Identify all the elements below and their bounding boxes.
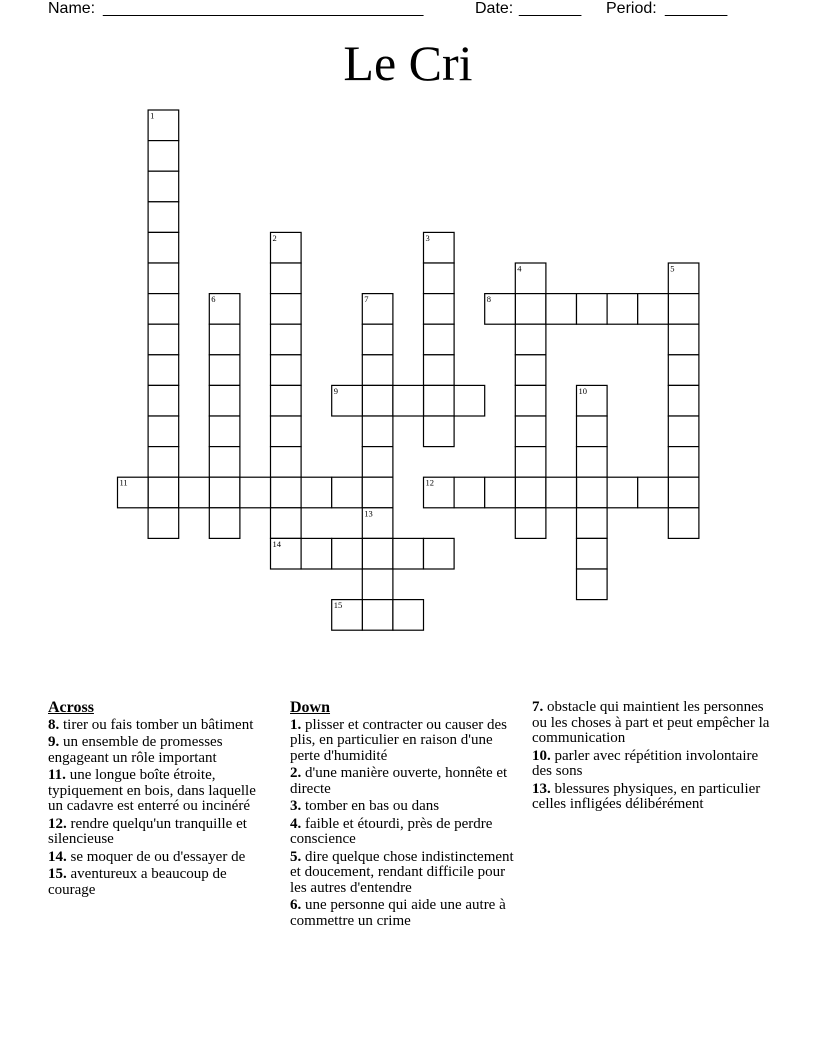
- clue-number: 1.: [290, 716, 302, 733]
- grid-cell[interactable]: [362, 324, 393, 355]
- grid-cell[interactable]: [668, 355, 699, 386]
- grid-cell[interactable]: [424, 324, 455, 355]
- down-clues: [290, 700, 524, 931]
- cell-number: 6: [211, 294, 216, 305]
- clue-item: [290, 799, 524, 815]
- grid-cell[interactable]: [424, 385, 455, 416]
- grid-cell[interactable]: [209, 324, 240, 355]
- clue-text: se moquer de ou d'essayer de: [66, 848, 246, 865]
- down-clues-continued: [532, 700, 772, 815]
- grid-cell[interactable]: [148, 477, 179, 508]
- name-field[interactable]: ____________________________________: [103, 0, 424, 17]
- grid-cell[interactable]: [546, 477, 577, 508]
- grid-cell[interactable]: [209, 385, 240, 416]
- grid-cell[interactable]: [424, 416, 455, 447]
- clue-item: [48, 768, 274, 815]
- grid-cell[interactable]: [209, 355, 240, 386]
- grid-cell[interactable]: [148, 355, 179, 386]
- clue-number: 13.: [532, 780, 551, 797]
- grid-cell[interactable]: [577, 569, 608, 600]
- cell-number: 9: [333, 385, 338, 396]
- cell-number: 1: [150, 110, 155, 121]
- date-field[interactable]: _______: [519, 0, 582, 17]
- grid-cell[interactable]: [240, 477, 271, 508]
- period-label: Period:: [606, 0, 657, 17]
- grid-cell[interactable]: [271, 477, 302, 508]
- grid-cell[interactable]: [577, 477, 608, 508]
- grid-cell[interactable]: [148, 263, 179, 294]
- grid-cell[interactable]: [668, 294, 699, 325]
- clue-text: tirer ou fais tomber un bâtiment: [59, 716, 254, 733]
- grid-cell[interactable]: [271, 263, 302, 294]
- grid-cell[interactable]: [301, 538, 332, 569]
- cell-number: 4: [517, 263, 522, 274]
- clue-item: [48, 850, 274, 866]
- grid-cell[interactable]: [515, 385, 546, 416]
- grid-cell[interactable]: [362, 416, 393, 447]
- cell-number: 3: [425, 232, 430, 243]
- grid-cell[interactable]: [515, 508, 546, 539]
- grid-cell[interactable]: [454, 385, 485, 416]
- clue-item: [290, 766, 524, 797]
- grid-cell[interactable]: [515, 477, 546, 508]
- clue-number: 4.: [290, 815, 302, 832]
- clue-number: 11.: [48, 767, 66, 783]
- clue-item: [48, 867, 274, 898]
- grid-cell[interactable]: [148, 447, 179, 478]
- grid-cell[interactable]: [271, 447, 302, 478]
- grid-cell[interactable]: [577, 508, 608, 539]
- grid-cell[interactable]: [148, 508, 179, 539]
- grid-cell[interactable]: [148, 385, 179, 416]
- clue-number: 7.: [532, 699, 544, 715]
- clue-number: 9.: [48, 734, 60, 750]
- clue-number: 12.: [48, 815, 67, 832]
- clue-number: 10.: [532, 747, 551, 764]
- clue-item: [290, 898, 524, 929]
- cell-number: 14: [272, 538, 281, 549]
- grid-cell[interactable]: [332, 538, 363, 569]
- clue-number: 5.: [290, 848, 302, 865]
- cell-number: 7: [364, 294, 369, 305]
- grid-cell[interactable]: [271, 294, 302, 325]
- grid-cell[interactable]: [515, 324, 546, 355]
- clue-text: blessures physiques, en particulier celles infligées délibérément: [532, 780, 761, 812]
- grid-cell[interactable]: [424, 263, 455, 294]
- clue-text: plisser et contracter ou causer des plis, en particulier en raison d'une perte d'humidité: [290, 716, 507, 764]
- grid-cell[interactable]: [393, 600, 424, 631]
- clue-text: une personne qui aide une autre à commettre un crime: [290, 897, 506, 929]
- clue-text: parler avec répétition involontaire des sons: [532, 747, 759, 779]
- grid-cell[interactable]: [148, 232, 179, 263]
- clue-text: dire quelque chose indistinctement et doucement, rendant difficile pour les autres d'entendre: [290, 848, 514, 896]
- clue-number: 15.: [48, 866, 67, 882]
- clue-item: [290, 817, 524, 848]
- clue-item: [290, 718, 524, 765]
- grid-cell[interactable]: [515, 416, 546, 447]
- grid-cell[interactable]: [668, 508, 699, 539]
- grid-cell[interactable]: [546, 294, 577, 325]
- grid-cell[interactable]: [148, 202, 179, 233]
- grid-cell[interactable]: [485, 477, 516, 508]
- clue-item: [532, 782, 772, 813]
- clue-text: faible et étourdi, près de perdre conscience: [290, 815, 493, 847]
- clue-number: 14.: [48, 848, 67, 865]
- grid-cell[interactable]: [362, 477, 393, 508]
- grid-cell[interactable]: [148, 294, 179, 325]
- grid-cell[interactable]: [271, 508, 302, 539]
- grid-cell[interactable]: [209, 416, 240, 447]
- clue-text: d'une manière ouverte, honnête et directe: [290, 765, 508, 797]
- grid-cell[interactable]: [515, 355, 546, 386]
- period-field[interactable]: _______: [665, 0, 728, 17]
- grid-cell[interactable]: [424, 355, 455, 386]
- name-label: Name:: [48, 0, 96, 17]
- grid-cell[interactable]: [424, 538, 455, 569]
- grid-cell[interactable]: [301, 477, 332, 508]
- cell-number: 13: [364, 508, 373, 519]
- grid-cell[interactable]: [271, 324, 302, 355]
- grid-cell[interactable]: [515, 294, 546, 325]
- grid-cell[interactable]: [577, 538, 608, 569]
- grid-cell[interactable]: [148, 171, 179, 202]
- grid-cell[interactable]: [362, 569, 393, 600]
- clue-item: [48, 735, 274, 766]
- grid-cell[interactable]: [271, 355, 302, 386]
- grid-cell[interactable]: [362, 447, 393, 478]
- clue-text: obstacle qui maintient les personnes ou les choses à part et peut empêcher la communication: [532, 699, 770, 746]
- grid-cell[interactable]: [638, 294, 669, 325]
- grid-cell[interactable]: [607, 294, 638, 325]
- clue-text: rendre quelqu'un tranquille et silencieuse: [48, 815, 247, 847]
- grid-cell[interactable]: [393, 385, 424, 416]
- grid-cell[interactable]: [271, 416, 302, 447]
- grid-cell[interactable]: [148, 141, 179, 172]
- grid-cell[interactable]: [668, 447, 699, 478]
- grid-cell[interactable]: [668, 416, 699, 447]
- grid-cell[interactable]: [668, 477, 699, 508]
- grid-cell[interactable]: [668, 385, 699, 416]
- grid-cell[interactable]: [209, 447, 240, 478]
- grid-cell[interactable]: [577, 416, 608, 447]
- clue-item: [532, 749, 772, 780]
- clue-text: aventureux a beaucoup de courage: [48, 866, 227, 898]
- grid-cell[interactable]: [209, 508, 240, 539]
- grid-cell[interactable]: [638, 477, 669, 508]
- cell-number: 5: [670, 263, 675, 274]
- clue-number: 6.: [290, 897, 302, 913]
- clue-item: [48, 817, 274, 848]
- down-heading: Down: [290, 699, 331, 716]
- grid-cell[interactable]: [577, 294, 608, 325]
- grid-cell[interactable]: [362, 355, 393, 386]
- grid-cell[interactable]: [424, 294, 455, 325]
- grid-cell[interactable]: [209, 477, 240, 508]
- cell-number: 2: [272, 232, 277, 243]
- grid-cell[interactable]: [271, 385, 302, 416]
- grid-cell[interactable]: [577, 447, 608, 478]
- across-heading: Across: [48, 699, 94, 716]
- grid-cell[interactable]: [332, 477, 363, 508]
- grid-cell[interactable]: [515, 447, 546, 478]
- clue-number: 8.: [48, 716, 60, 733]
- grid-cell[interactable]: [607, 477, 638, 508]
- clue-text: un ensemble de promesses engageant un rôle important: [48, 734, 223, 766]
- grid-cell[interactable]: [668, 324, 699, 355]
- grid-cell[interactable]: [362, 600, 393, 631]
- date-label: Date:: [475, 0, 514, 17]
- grid-cell[interactable]: [148, 324, 179, 355]
- clue-text: une longue boîte étroite, typiquement en bois, dans laquelle un cadavre est enterré ou incinéré: [48, 767, 256, 814]
- grid-cell[interactable]: [362, 385, 393, 416]
- cell-number: 15: [333, 600, 343, 611]
- cell-number: 12: [425, 477, 434, 488]
- cell-number: 8: [486, 294, 491, 305]
- page-title: Le Cri: [343, 35, 473, 91]
- clue-item: [532, 700, 772, 747]
- clue-number: 2.: [290, 765, 302, 781]
- cell-number: 10: [578, 385, 587, 396]
- clue-item: [290, 850, 524, 897]
- clue-item: [48, 718, 274, 734]
- grid-cell[interactable]: [179, 477, 210, 508]
- grid-cell[interactable]: [393, 538, 424, 569]
- grid-cell[interactable]: [148, 416, 179, 447]
- grid-cell[interactable]: [362, 538, 393, 569]
- grid-cell[interactable]: [454, 477, 485, 508]
- clue-number: 3.: [290, 798, 302, 814]
- across-clues: [48, 700, 274, 900]
- cell-number: 11: [119, 477, 128, 488]
- clue-text: tomber en bas ou dans: [301, 798, 440, 814]
